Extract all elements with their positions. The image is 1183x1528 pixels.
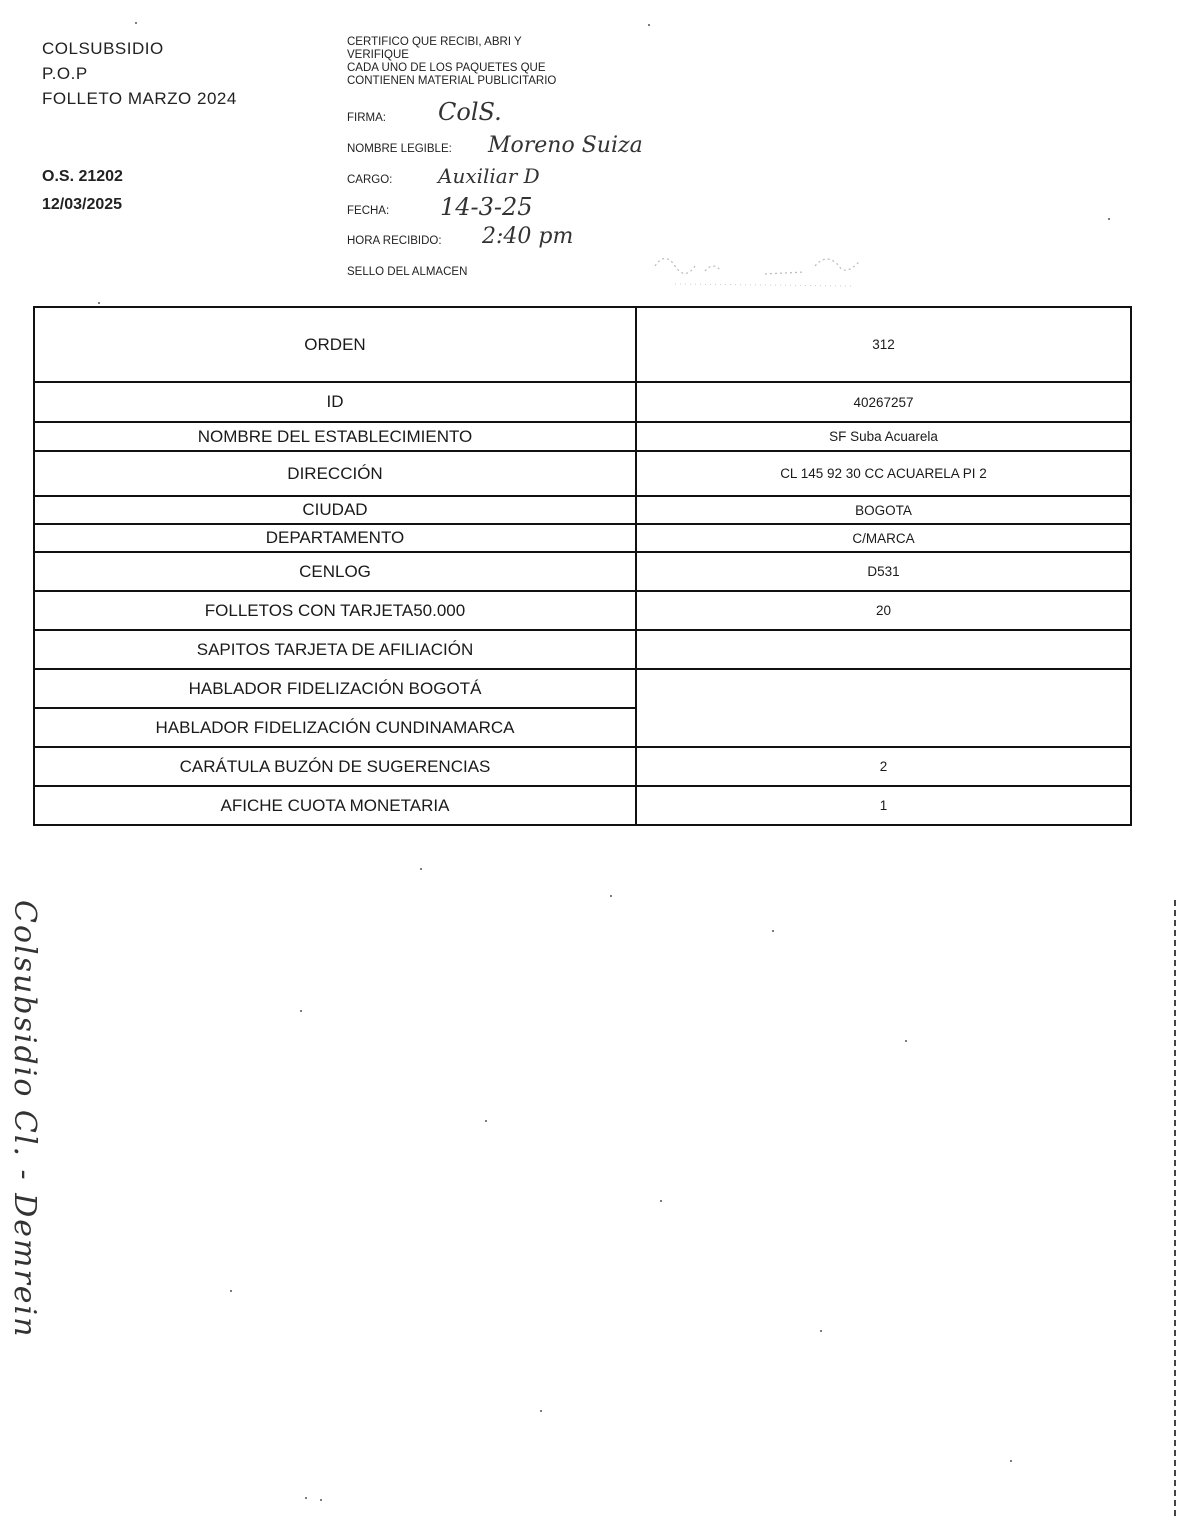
row-label: ID <box>34 382 636 422</box>
side-note-text: Colsubsidio Cl. - Demrein <box>7 900 42 1339</box>
row-label: DIRECCIÓN <box>34 451 636 496</box>
row-label: CARÁTULA BUZÓN DE SUGERENCIAS <box>34 747 636 786</box>
scan-speck <box>305 1497 307 1499</box>
table-row <box>34 552 1131 591</box>
row-label: DEPARTAMENTO <box>34 524 636 552</box>
row-label: NOMBRE DEL ESTABLECIMIENTO <box>34 422 636 451</box>
scan-speck <box>420 868 422 870</box>
row-label: CIUDAD <box>34 496 636 524</box>
service-order: O.S. 21202 <box>42 168 123 185</box>
cert-line-2: VERIFIQUE <box>347 49 409 61</box>
row-label: SAPITOS TARJETA DE AFILIACIÓN <box>34 630 636 669</box>
cert-line-3: CADA UNO DE LOS PAQUETES QUE <box>347 62 546 74</box>
row-value: CL 145 92 30 CC ACUARELA PI 2 <box>636 451 1131 496</box>
nombre-label: NOMBRE LEGIBLE: <box>347 143 452 155</box>
order-info <box>42 163 123 219</box>
scan-speck <box>98 302 100 304</box>
row-value: BOGOTA <box>636 496 1131 524</box>
scan-speck <box>540 1410 542 1412</box>
nombre-handwritten: Moreno Suiza <box>488 133 643 158</box>
row-label: AFICHE CUOTA MONETARIA <box>34 786 636 825</box>
header-left <box>42 36 237 111</box>
scan-speck <box>230 1290 232 1292</box>
scan-speck <box>905 1040 907 1042</box>
row-value: 1 <box>636 786 1131 825</box>
handwritten-side-note <box>7 900 48 1339</box>
row-value: D531 <box>636 552 1131 591</box>
scan-speck <box>648 24 650 26</box>
scan-speck <box>660 1200 662 1202</box>
row-value: 312 <box>636 307 1131 382</box>
table-row <box>34 524 1131 552</box>
cargo-handwritten: Auxiliar D <box>438 164 540 188</box>
scan-speck <box>610 895 612 897</box>
stamp-mark <box>645 236 895 296</box>
firma-signature: ColS. <box>438 98 502 126</box>
cert-line-4: CONTIENEN MATERIAL PUBLICITARIO <box>347 75 557 87</box>
table-row <box>34 451 1131 496</box>
fecha-label: FECHA: <box>347 205 390 217</box>
row-value <box>636 630 1131 669</box>
certification-text <box>347 36 617 88</box>
hora-handwritten: 2:40 pm <box>482 224 574 249</box>
row-label: HABLADOR FIDELIZACIÓN CUNDINAMARCA <box>34 708 636 747</box>
table-row <box>34 591 1131 630</box>
row-value <box>636 669 1131 747</box>
material-type: P.O.P <box>42 64 88 83</box>
row-value: 2 <box>636 747 1131 786</box>
table-row <box>34 669 1131 708</box>
row-value: 20 <box>636 591 1131 630</box>
scan-edge-mark <box>1174 900 1176 1520</box>
scan-speck <box>320 1499 322 1501</box>
scan-speck <box>485 1120 487 1122</box>
table-row <box>34 786 1131 825</box>
sello-label: SELLO DEL ALMACEN <box>347 266 468 278</box>
cargo-label: CARGO: <box>347 174 393 186</box>
row-value: SF Suba Acuarela <box>636 422 1131 451</box>
row-value: C/MARCA <box>636 524 1131 552</box>
campaign-name: FOLLETO MARZO 2024 <box>42 89 237 108</box>
material-table <box>33 306 1132 826</box>
table-row <box>34 422 1131 451</box>
scan-speck <box>1108 218 1110 220</box>
scan-speck <box>820 1330 822 1332</box>
scan-speck <box>300 1010 302 1012</box>
scan-speck <box>772 930 774 932</box>
scan-speck <box>1010 1460 1012 1462</box>
firma-label: FIRMA: <box>347 112 386 124</box>
table-row <box>34 382 1131 422</box>
table-row <box>34 496 1131 524</box>
fecha-handwritten: 14-3-25 <box>440 193 533 221</box>
row-label: CENLOG <box>34 552 636 591</box>
order-date: 12/03/2025 <box>42 196 123 213</box>
table-row <box>34 630 1131 669</box>
scan-speck <box>135 22 137 24</box>
row-label: HABLADOR FIDELIZACIÓN BOGOTÁ <box>34 669 636 708</box>
cert-line-1: CERTIFICO QUE RECIBI, ABRI Y <box>347 36 522 48</box>
table-row <box>34 307 1131 382</box>
row-label: FOLLETOS CON TARJETA50.000 <box>34 591 636 630</box>
row-label: ORDEN <box>34 307 636 382</box>
table-row <box>34 747 1131 786</box>
company-name: COLSUBSIDIO <box>42 39 164 58</box>
hora-label: HORA RECIBIDO: <box>347 235 442 247</box>
row-value: 40267257 <box>636 382 1131 422</box>
